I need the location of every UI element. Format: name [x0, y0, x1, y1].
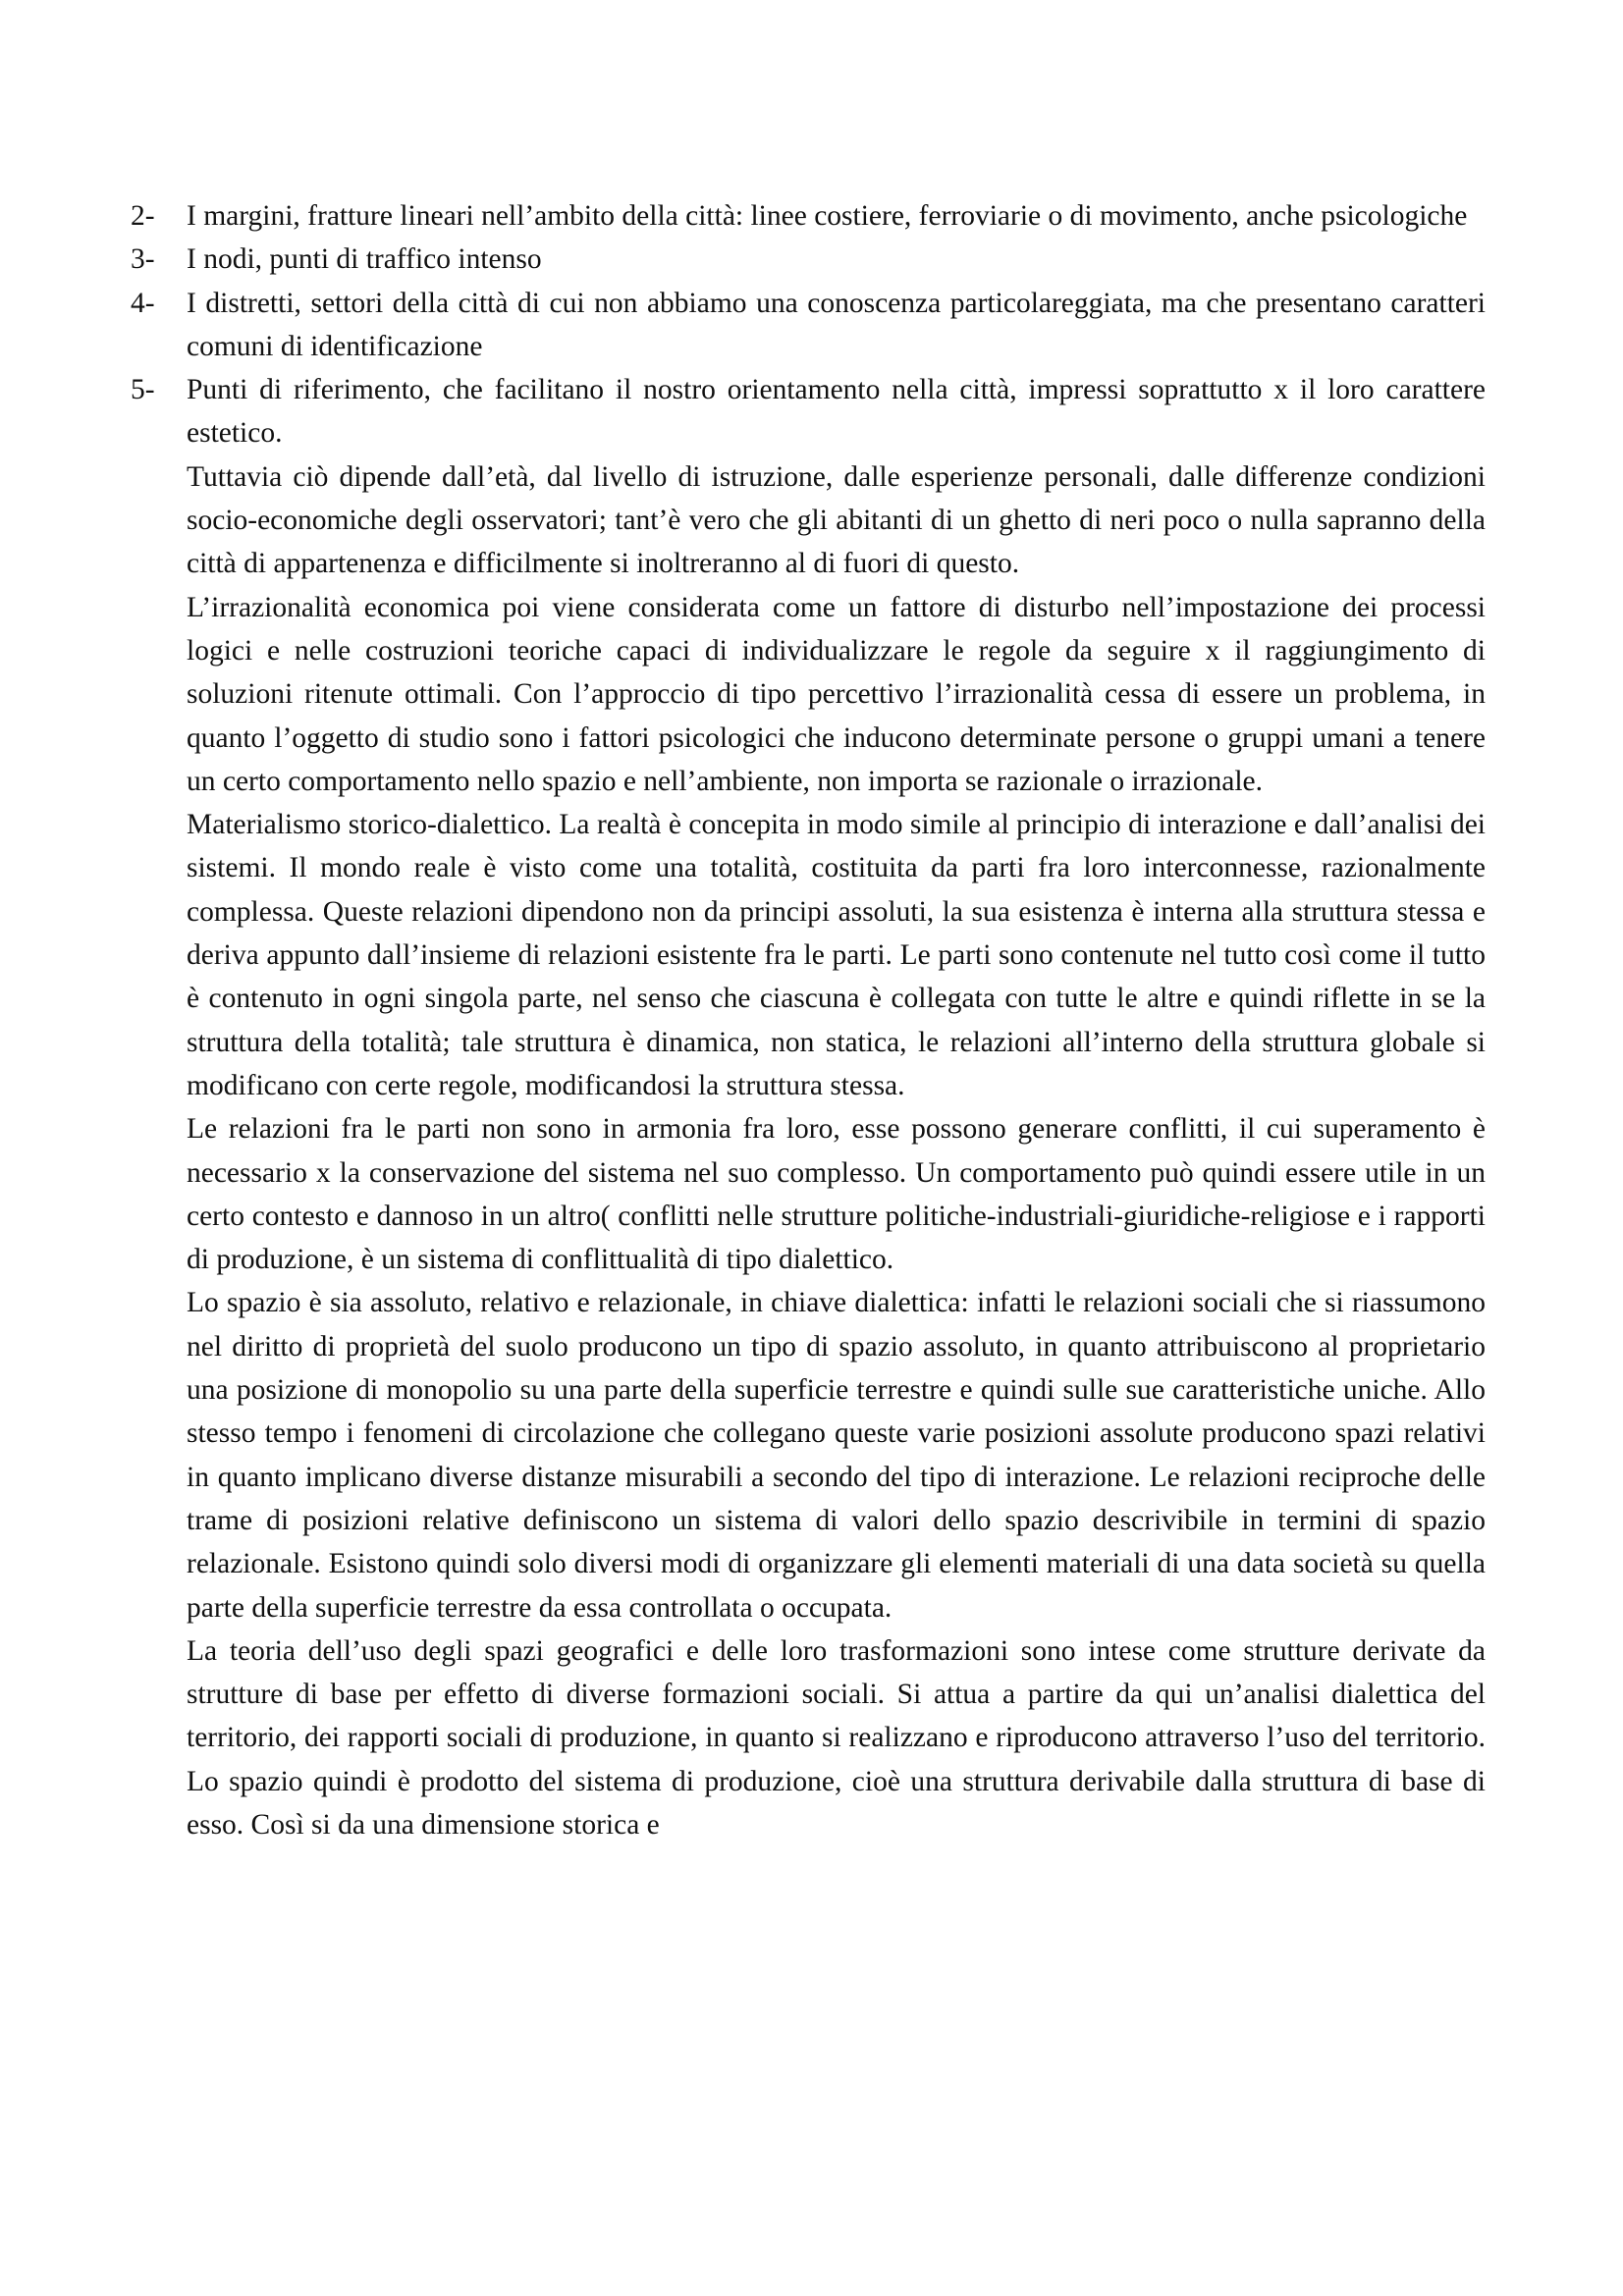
list-item-3	[131, 238, 1486, 281]
paragraph-geographic-space-theory: La teoria dell’uso degli spazi geografici e delle loro trasformazioni sono intese come strutture derivate da strutture di base per effetto di diverse formazioni sociali. Si attua a partire da qui un’analisi dialettica del territorio, dei rapporti sociali di produzione, in quanto si realizzano e riproducono attraverso l’uso del territorio. Lo spazio quindi è prodotto del sistema di produzione, cioè una struttura derivabile dalla struttura di base di esso. Così si da una dimensione storica e	[187, 1634, 1486, 1841]
paragraph-perception-factors: Tuttavia ciò dipende dall’età, dal livello di istruzione, dalle esperienze personali, dalle differenze condizioni socio-economiche degli osservatori; tant’è vero che gli abitanti di un ghetto di neri poco o nulla sapranno della città di appartenenza e difficilmente si inoltreranno al di fuori di questo.	[187, 460, 1486, 580]
list-number: 2-	[131, 200, 155, 232]
page-content	[131, 194, 1486, 1846]
list-item-2	[131, 194, 1486, 238]
paragraph-historical-materialism: Materialismo storico-dialettico. La realtà è concepita in modo simile al principio di interazione e dall’analisi dei sistemi. Il mondo reale è visto come una totalità, costituita da parti fra loro interconnesse, razionalmente complessa. Queste relazioni dipendono non da principi assoluti, la sua esistenza è interna alla struttura stessa e deriva appunto dall’insieme di relazioni esistente fra le parti. Le parti sono contenute nel tutto così come il tutto è contenuto in ogni singola parte, nel senso che ciascuna è collegata con tutte le altre e quindi riflette in se la struttura della totalità; tale struttura è dinamica, non statica, le relazioni all’interno della struttura globale si modificano con certe regole, modificandosi la struttura stessa.	[187, 809, 1486, 1101]
list-number: 4-	[131, 287, 155, 319]
list-number: 5-	[131, 374, 155, 406]
list-item-text: Punti di riferimento, che facilitano il nostro orientamento nella città, impressi soprattutto x il loro carattere estetico.	[187, 374, 1486, 450]
list-item-text: I nodi, punti di traffico intenso	[187, 243, 542, 276]
paragraph-space-dialectic: Lo spazio è sia assoluto, relativo e relazionale, in chiave dialettica: infatti le relazioni sociali che si riassumono nel diritto di proprietà del suolo producono un tipo di spazio assoluto, in quanto attribuiscono al proprietario una posizione di monopolio su una parte della superficie terrestre e quindi sulle sue caratteristiche uniche. Allo stesso tempo i fenomeni di circolazione che collegano queste varie posizioni assolute producono spazi relativi in quanto implicano diverse distanze misurabili a secondo del tipo di interazione. Le relazioni reciproche delle trame di posizioni relative definiscono un sistema di valori dello spazio descrivibile in termini di spazio relazionale. Esistono quindi solo diversi modi di organizzare gli elementi materiali di una data società su quella parte della superficie terrestre da essa controllata o occupata.	[187, 1287, 1486, 1624]
paragraph-conflicts: Le relazioni fra le parti non sono in armonia fra loro, esse possono generare conflitti, il cui superamento è necessario x la conservazione del sistema nel suo complesso. Un comportamento può quindi essere utile in un certo contesto e dannoso in un altro( conflitti nelle strutture politiche-industriali-giuridiche-religiose e i rapporti di produzione, è un sistema di conflittualità di tipo dialettico.	[187, 1113, 1486, 1276]
list-item-4	[131, 282, 1486, 369]
list-item-text: I distretti, settori della città di cui non abbiamo una conoscenza particolareggiata, ma che presentano caratteri comuni di identificazione	[187, 287, 1486, 362]
paragraph-economic-irrationality: L’irrazionalità economica poi viene considerata come un fattore di disturbo nell’impostazione dei processi logici e nelle costruzioni teoriche capaci di individualizzare le regole da seguire x il raggiungimento di soluzioni ritenute ottimali. Con l’approccio di tipo percettivo l’irrazionalità cessa di essere un problema, in quanto l’oggetto di studio sono i fattori psicologici che inducono determinate persone o gruppi umani a tenere un certo comportamento nello spazio e nell’ambiente, non importa se razionale o irrazionale.	[187, 591, 1486, 797]
list-item-text: I margini, fratture lineari nell’ambito della città: linee costiere, ferroviarie o di movimento, anche psicologiche	[187, 200, 1468, 232]
list-number: 3-	[131, 243, 155, 276]
list-item-5	[131, 368, 1486, 455]
